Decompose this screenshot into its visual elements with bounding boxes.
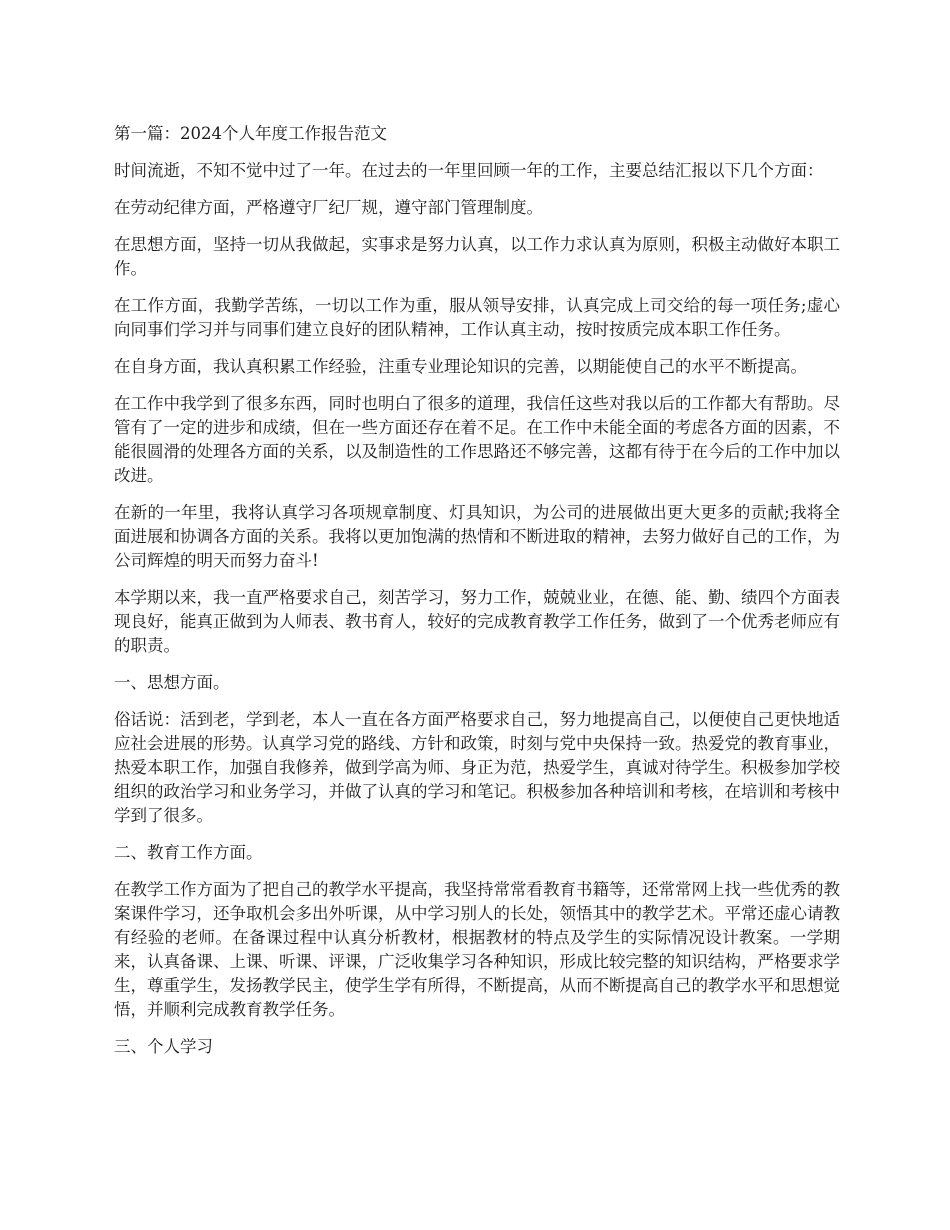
paragraph-self: 在自身方面，我认真积累工作经验，注重专业理论知识的完善，以期能使自己的水平不断提高。 bbox=[114, 357, 807, 376]
paragraph-thought: 在思想方面，坚持一切从我做起，实事求是努力认真，以工作力求认真为原则，积极主动做好本职工作。 bbox=[114, 235, 840, 278]
section-body-education: 在教学工作方面为了把自己的教学水平提高，我坚持常常看教育书籍等，还常常网上找一些优秀的教案课件学习，还争取机会多出外听课，从中学习别人的长处，领悟其中的教学艺术。平常还虚心请教有经验的老师。在备课过程中认真分析教材，根据教材的特点及学生的实际情况设计教案。一学期来，认真备课、上课、听课、评课，广泛收集学习各种知识，形成比较完整的知识结构，严格要求学生，尊重学生，发扬教学民主，使学生学有所得，不断提高，从而不断提高自己的教学水平和思想觉悟，并顺利完成教育教学任务。 bbox=[114, 880, 840, 1019]
document-body bbox=[114, 122, 840, 1072]
document-title: 第一篇：2024个人年度工作报告范文 bbox=[114, 124, 387, 143]
paragraph-discipline: 在劳动纪律方面，严格遵守厂纪厂规，遵守部门管理制度。 bbox=[114, 198, 543, 217]
section-heading-study: 三、个人学习 bbox=[114, 1037, 213, 1056]
paragraph-work: 在工作方面，我勤学苦练，一切以工作为重，服从领导安排，认真完成上司交给的每一项任务;虚心向同事们学习并与同事们建立良好的团队精神，工作认真主动，按时按质完成本职工作任务。 bbox=[114, 296, 840, 339]
paragraph-intro: 时间流逝，不知不觉中过了一年。在过去的一年里回顾一年的工作，主要总结汇报以下几个方面： bbox=[114, 161, 824, 180]
section-heading-education: 二、教育工作方面。 bbox=[114, 843, 263, 862]
section-body-thought: 俗话说：活到老，学到老，本人一直在各方面严格要求自己，努力地提高自己，以便使自己更快地适应社会进展的形势。认真学习党的路线、方针和政策，时刻与党中央保持一致。热爱党的教育事业，热爱本职工作，加强自我修养，做到学高为师、身正为范，热爱学生，真诚对待学生。积极参加学校组织的政治学习和业务学习，并做了认真的学习和笔记。积极参加各种培训和考核，在培训和考核中学到了很多。 bbox=[114, 710, 840, 825]
paragraph-reflection: 在工作中我学到了很多东西，同时也明白了很多的道理，我信任这些对我以后的工作都大有帮助。尽管有了一定的进步和成绩，但在一些方面还存在着不足。在工作中未能全面的考虑各方面的因素，不能很圆滑的处理各方面的关系，以及制造性的工作思路还不够完善，这都有待于在今后的工作中加以改进。 bbox=[114, 394, 840, 485]
section-heading-thought: 一、思想方面。 bbox=[114, 673, 230, 692]
paragraph-new-year: 在新的一年里，我将认真学习各项规章制度、灯具知识，为公司的进展做出更大更多的贡献;我将全面进展和协调各方面的关系。我将以更加饱满的热情和不断进取的精神，去努力做好自己的工作，为公司辉煌的明天而努力奋斗! bbox=[114, 503, 840, 570]
paragraph-semester: 本学期以来，我一直严格要求自己，刻苦学习，努力工作，兢兢业业，在德、能、勤、绩四个方面表现良好，能真正做到为人师表、教书育人，较好的完成教育教学工作任务，做到了一个优秀老师应有的职责。 bbox=[114, 588, 840, 655]
